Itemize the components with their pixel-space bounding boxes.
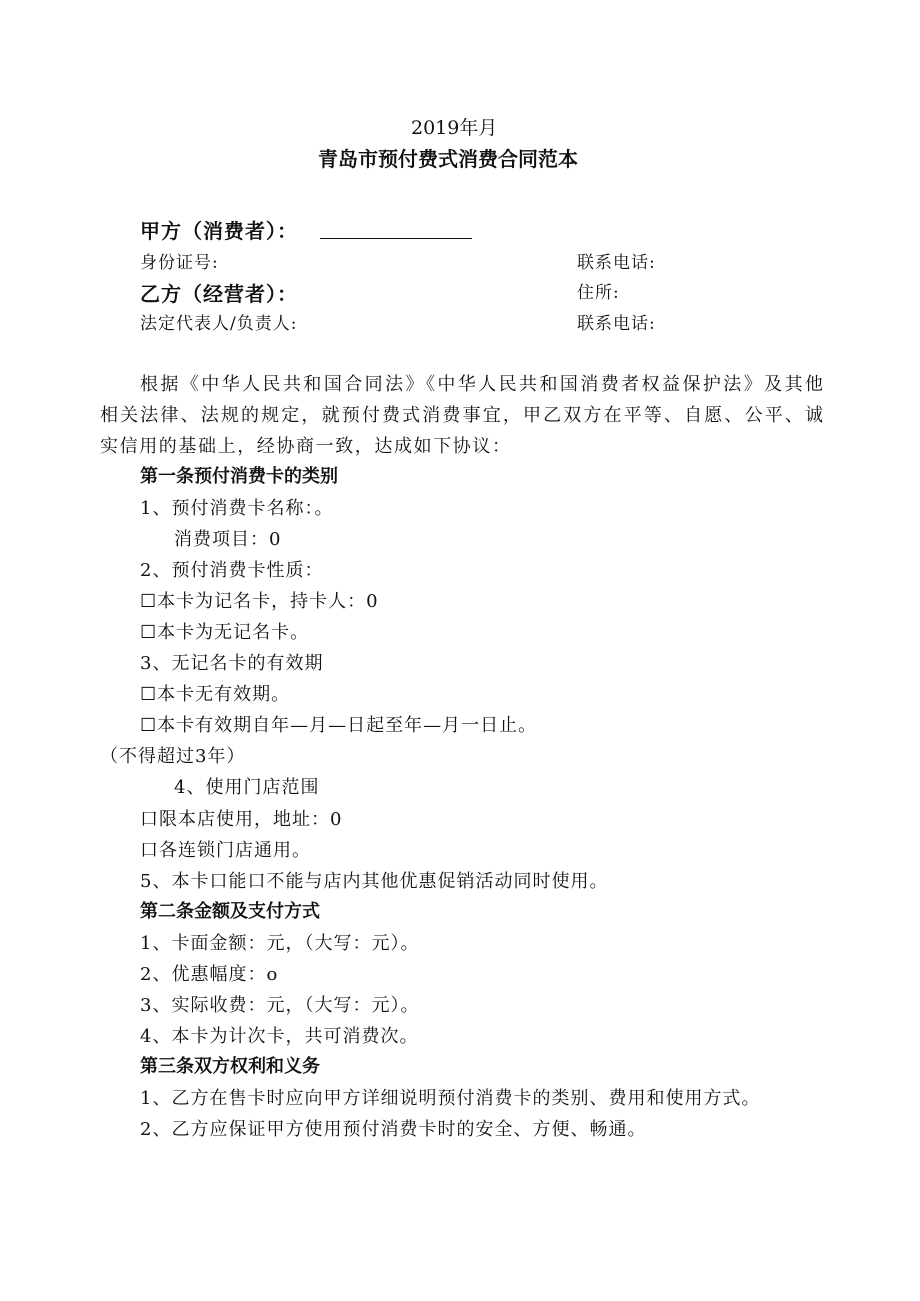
- address-label: 住所:: [577, 283, 620, 303]
- legal-rep-label: 法定代表人/负责人:: [140, 314, 298, 334]
- no-validity-option: ☐本卡无有效期。: [140, 684, 291, 705]
- validity-limit-note: （不得超过3年）: [100, 746, 246, 767]
- party-a-label: 甲方（消费者）：: [140, 219, 298, 243]
- article-1-title: 第一条预付消费卡的类别: [140, 466, 338, 487]
- single-store-option: 口限本店使用，地址：0: [140, 809, 343, 830]
- document-date: 2019年月: [411, 117, 498, 139]
- party-a-blank-line: [320, 220, 472, 239]
- preamble-line-2: 相关法律、法规的规定，就预付费式消费事宜，甲乙双方在平等、自愿、公平、诚: [100, 405, 823, 426]
- discount-line: 2、优惠幅度：o: [140, 964, 279, 985]
- validity-heading: 3、无记名卡的有效期: [140, 653, 324, 674]
- named-card-option: ☐本卡为记名卡，持卡人：0: [140, 591, 379, 612]
- party-b-label: 乙方（经营者）：: [140, 282, 298, 306]
- obligation-line-1: 1、乙方在售卡时应向甲方详细说明预付消费卡的类别、费用和使用方式。: [140, 1088, 761, 1109]
- article-3-title: 第三条双方权利和义务: [140, 1056, 320, 1077]
- unnamed-card-option: ☐本卡为无记名卡。: [140, 622, 310, 643]
- phone-b-label: 联系电话:: [577, 314, 656, 334]
- preamble-line-3: 实信用的基础上，经协商一致，达成如下协议：: [100, 436, 512, 457]
- count-card-line: 4、本卡为计次卡，共可消费次。: [140, 1026, 419, 1047]
- face-amount-line: 1、卡面金额：元，（大写：元）。: [140, 933, 420, 954]
- article-2-title: 第二条金额及支付方式: [140, 901, 320, 922]
- store-scope-heading: 4、使用门店范围: [174, 777, 320, 798]
- chain-store-option: 口各连锁门店通用。: [140, 840, 311, 861]
- phone-a-label: 联系电话:: [577, 253, 656, 273]
- validity-period-option: ☐本卡有效期自年—月—日起至年—月一日止。: [140, 715, 538, 736]
- obligation-line-2: 2、乙方应保证甲方使用预付消费卡时的安全、方便、畅通。: [140, 1119, 647, 1140]
- card-name-line: 1、预付消费卡名称：。: [140, 498, 334, 519]
- promotion-combination-line: 5、本卡口能口不能与店内其他优惠促销活动同时使用。: [140, 871, 609, 892]
- consumption-item-line: 消费项目：0: [174, 529, 282, 550]
- actual-charge-line: 3、实际收费：元，（大写：元）。: [140, 995, 420, 1016]
- preamble-line-1: 根据《中华人民共和国合同法》《中华人民共和国消费者权益保护法》及其他: [140, 374, 823, 395]
- id-number-label: 身份证号:: [140, 253, 219, 273]
- document-title: 青岛市预付费式消费合同范本: [318, 147, 578, 171]
- card-nature-line: 2、预付消费卡性质：: [140, 560, 324, 581]
